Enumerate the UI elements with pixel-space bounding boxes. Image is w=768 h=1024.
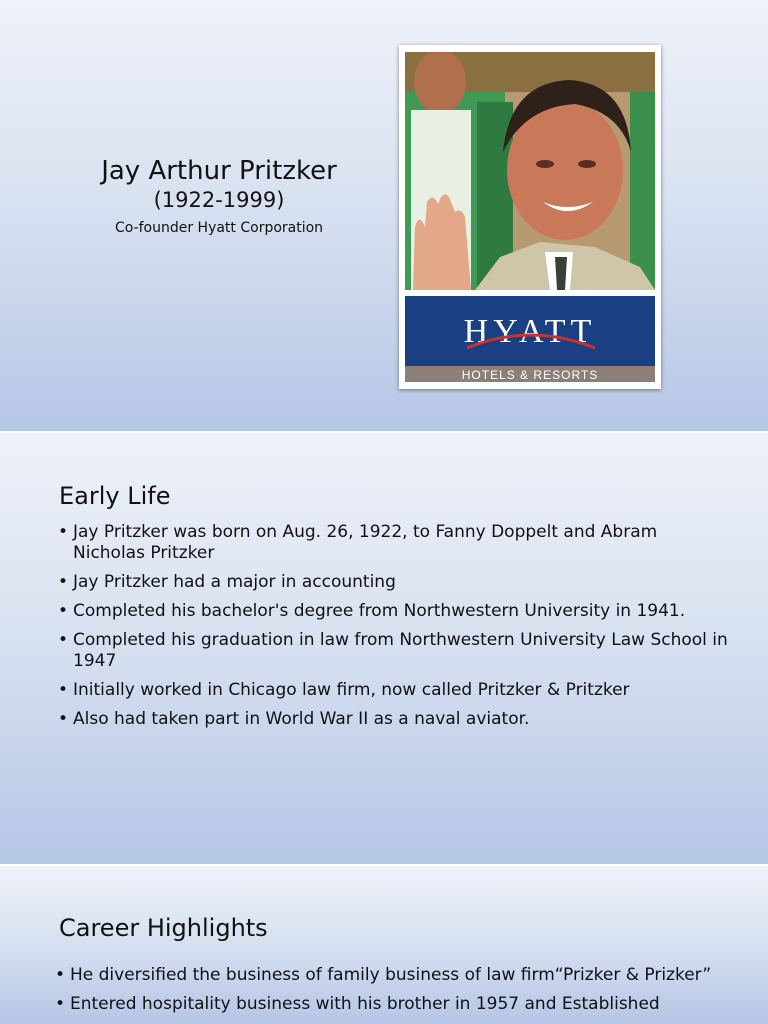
title-slide: [0, 0, 768, 431]
list-item-text: Jay Pritzker was born on Aug. 26, 1922, to Fanny Doppelt and Abram Nicholas Pritzker: [73, 522, 658, 563]
bullet-list: [58, 522, 730, 738]
bullet-icon: •: [58, 601, 69, 621]
list-item: [55, 994, 735, 1015]
list-item-text: He diversified the business of family business of law firm“Prizker & Prizker”: [70, 965, 712, 985]
bullet-list: [55, 965, 735, 1023]
bullet-icon: •: [58, 522, 69, 542]
bullet-icon: •: [58, 709, 69, 729]
bullet-icon: •: [58, 680, 69, 700]
list-item: [58, 572, 730, 593]
life-years: (1922-1999): [153, 188, 285, 212]
portrait-with-hyatt-logo: [405, 52, 655, 382]
bullet-icon: •: [58, 630, 69, 650]
career-highlights-slide: [0, 866, 768, 1024]
list-item: [58, 601, 730, 622]
bullet-icon: •: [55, 994, 66, 1014]
list-item: [55, 965, 735, 986]
page-title: Jay Arthur Pritzker: [101, 156, 337, 186]
hyatt-tagline: HOTELS & RESORTS: [461, 368, 599, 382]
list-item-text: Completed his bachelor's degree from Northwestern University in 1941.: [73, 601, 686, 621]
bullet-icon: •: [58, 572, 69, 592]
slide-heading: Career Highlights: [59, 914, 268, 942]
list-item: [58, 630, 730, 672]
list-item: [58, 522, 730, 564]
list-item-text: Entered hospitality business with his brother in 1957 and Established: [70, 994, 660, 1014]
list-item: [58, 680, 730, 701]
portrait-photo-frame: [399, 45, 661, 389]
list-item: [58, 709, 730, 730]
list-item-text: Also had taken part in World War II as a naval aviator.: [73, 709, 530, 729]
list-item-text: Initially worked in Chicago law firm, now called Pritzker & Pritzker: [73, 680, 630, 700]
list-item-text: Completed his graduation in law from Northwestern University Law School in 1947: [73, 630, 728, 671]
slide-heading: Early Life: [59, 482, 171, 510]
early-life-slide: [0, 433, 768, 864]
subtitle: Co-founder Hyatt Corporation: [114, 220, 324, 236]
bullet-icon: •: [55, 965, 66, 985]
hyatt-logo-text: HYATT: [463, 313, 597, 350]
list-item-text: Jay Pritzker had a major in accounting: [73, 572, 396, 592]
title-block: [60, 155, 378, 239]
